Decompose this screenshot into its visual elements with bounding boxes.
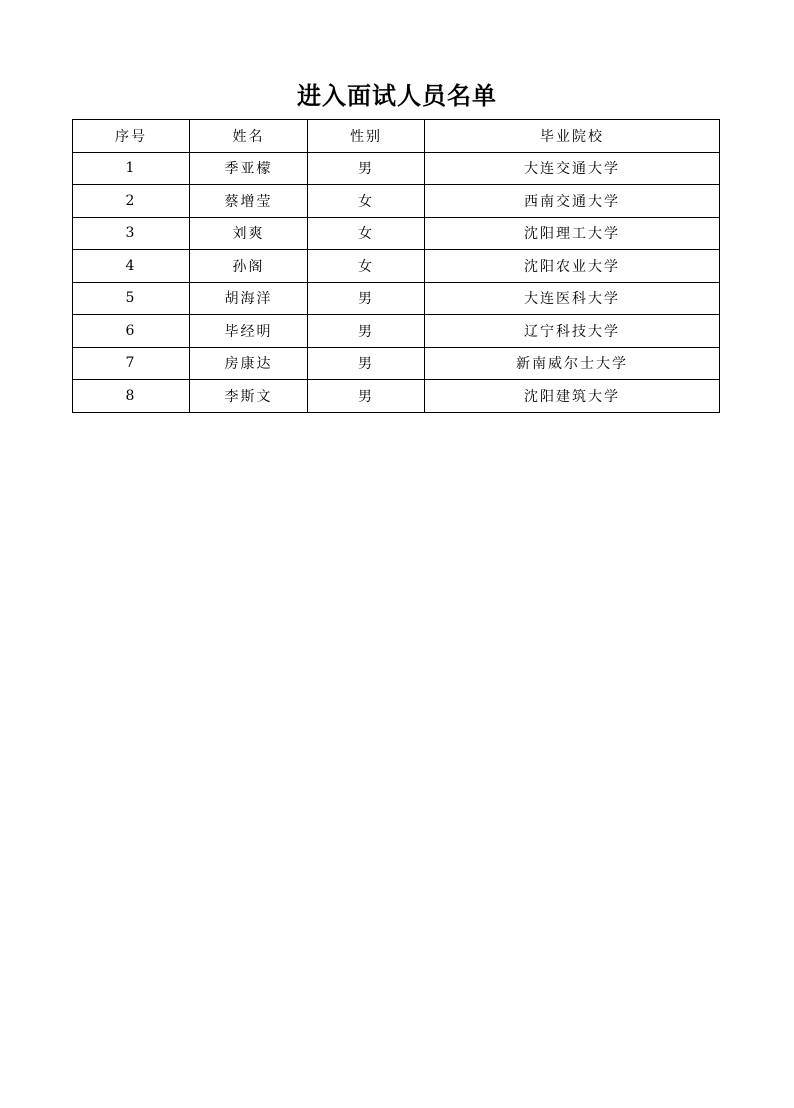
cell-gender: 女 [308, 250, 425, 283]
cell-index: 4 [73, 250, 190, 283]
cell-gender: 男 [308, 380, 425, 413]
cell-school: 沈阳理工大学 [425, 217, 720, 250]
page-title: 进入面试人员名单 [297, 82, 497, 110]
cell-name: 胡海洋 [190, 282, 308, 315]
cell-school: 沈阳建筑大学 [425, 380, 720, 413]
cell-index: 6 [73, 315, 190, 348]
cell-name: 房康达 [190, 347, 308, 380]
cell-index: 8 [73, 380, 190, 413]
cell-index: 5 [73, 282, 190, 315]
header-gender: 性别 [308, 120, 425, 153]
cell-name: 蔡增莹 [190, 185, 308, 218]
table-row [73, 250, 720, 283]
cell-index: 7 [73, 347, 190, 380]
table-row [73, 185, 720, 218]
cell-school: 大连交通大学 [425, 152, 720, 185]
cell-school: 新南威尔士大学 [425, 347, 720, 380]
cell-gender: 男 [308, 152, 425, 185]
cell-index: 3 [73, 217, 190, 250]
cell-name: 季亚檬 [190, 152, 308, 185]
table-row [73, 152, 720, 185]
cell-name: 刘爽 [190, 217, 308, 250]
cell-gender: 女 [308, 217, 425, 250]
table-row [73, 217, 720, 250]
table-row [73, 282, 720, 315]
cell-school: 大连医科大学 [425, 282, 720, 315]
cell-index: 1 [73, 152, 190, 185]
cell-school: 西南交通大学 [425, 185, 720, 218]
table-row [73, 315, 720, 348]
cell-name: 毕经明 [190, 315, 308, 348]
table-row [73, 380, 720, 413]
cell-gender: 男 [308, 347, 425, 380]
cell-school: 沈阳农业大学 [425, 250, 720, 283]
cell-index: 2 [73, 185, 190, 218]
cell-name: 李斯文 [190, 380, 308, 413]
cell-name: 孙阁 [190, 250, 308, 283]
cell-gender: 男 [308, 315, 425, 348]
cell-gender: 男 [308, 282, 425, 315]
table-row [73, 347, 720, 380]
header-school: 毕业院校 [425, 120, 720, 153]
cell-gender: 女 [308, 185, 425, 218]
cell-school: 辽宁科技大学 [425, 315, 720, 348]
interview-list-table [72, 119, 720, 413]
header-name: 姓名 [190, 120, 308, 153]
table-header-row [73, 120, 720, 153]
header-index: 序号 [73, 120, 190, 153]
